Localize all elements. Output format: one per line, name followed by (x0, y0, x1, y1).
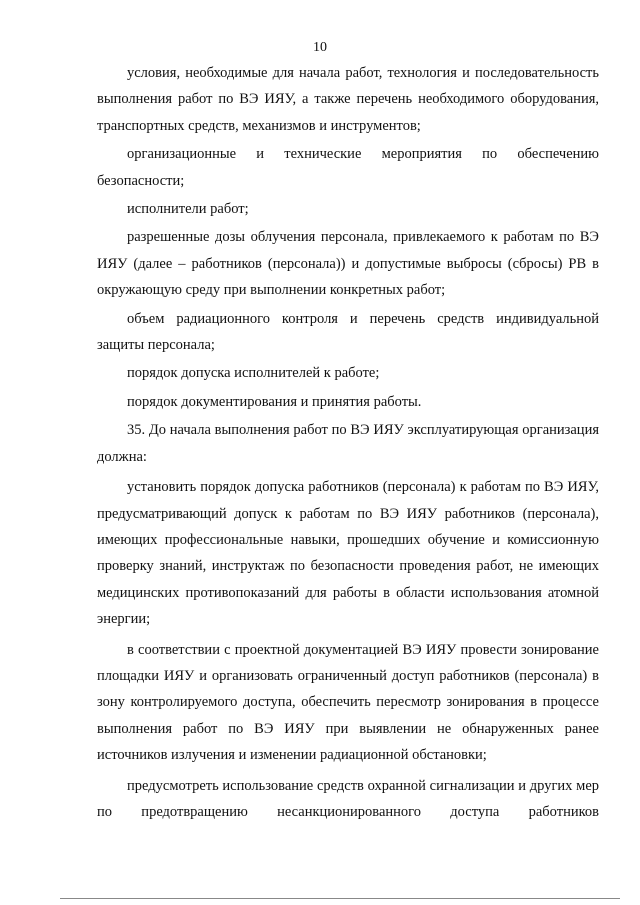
paragraph-zoning: в соответствии с проектной документацией ВЭ ИЯУ провести зонирование площадки ИЯУ и организовать ограниченный доступ работников (персонала) в зону контролируемого доступа, обеспечить пересмотр зонирования в процессе выполнения работ по ВЭ ИЯУ при выявлении не обнаруженных ранее источников излучения и изменении радиационной обстановки; (97, 641, 599, 764)
clause-35-intro: 35. До начала выполнения работ по ВЭ ИЯУ эксплуатирующая организация должна: (97, 422, 599, 465)
paragraph-work-performers: исполнители работ; (127, 201, 249, 218)
page-bottom-edge (60, 898, 620, 899)
paragraph-admission-procedure: установить порядок допуска работников (персонала) к работам по ВЭ ИЯУ, предусматривающий допуск к работам по ВЭ ИЯУ работников (персонала), имеющих профессиональные навыки, прошедших обучение и комиссионную проверку знаний, инструктаж по безопасности проведения работ, не имеющих медицинских противопоказаний для работы в области использования атомной энергии; (97, 479, 599, 628)
paragraph-security-alarm: предусмотреть использование средств охранной сигнализации и других мер по предотвращению несанкционированного доступа работников (97, 777, 599, 820)
page-number: 10 (313, 40, 327, 55)
paragraph-safety-measures: организационные и технические мероприятия по обеспечению безопасности; (97, 146, 599, 189)
paragraph-admission-order: порядок допуска исполнителей к работе; (127, 365, 380, 382)
paragraph-documentation-order: порядок документирования и принятия работы. (127, 393, 422, 410)
paragraph-radiation-control: объем радиационного контроля и перечень средств индивидуальной защиты персонала; (97, 310, 599, 354)
paragraph-work-conditions: условия, необходимые для начала работ, технология и последовательность выполнения работ по ВЭ ИЯУ, а также перечень необходимого оборудования, транспортных средств, механизмов и инструментов; (97, 65, 599, 134)
paragraph-permitted-doses: разрешенные дозы облучения персонала, привлекаемого к работам по ВЭ ИЯУ (далее – работников (персонала)) и допустимые выбросы (сбросы) РВ в окружающую среду при выполнении конкретных работ; (97, 229, 599, 299)
document-body (97, 60, 599, 825)
